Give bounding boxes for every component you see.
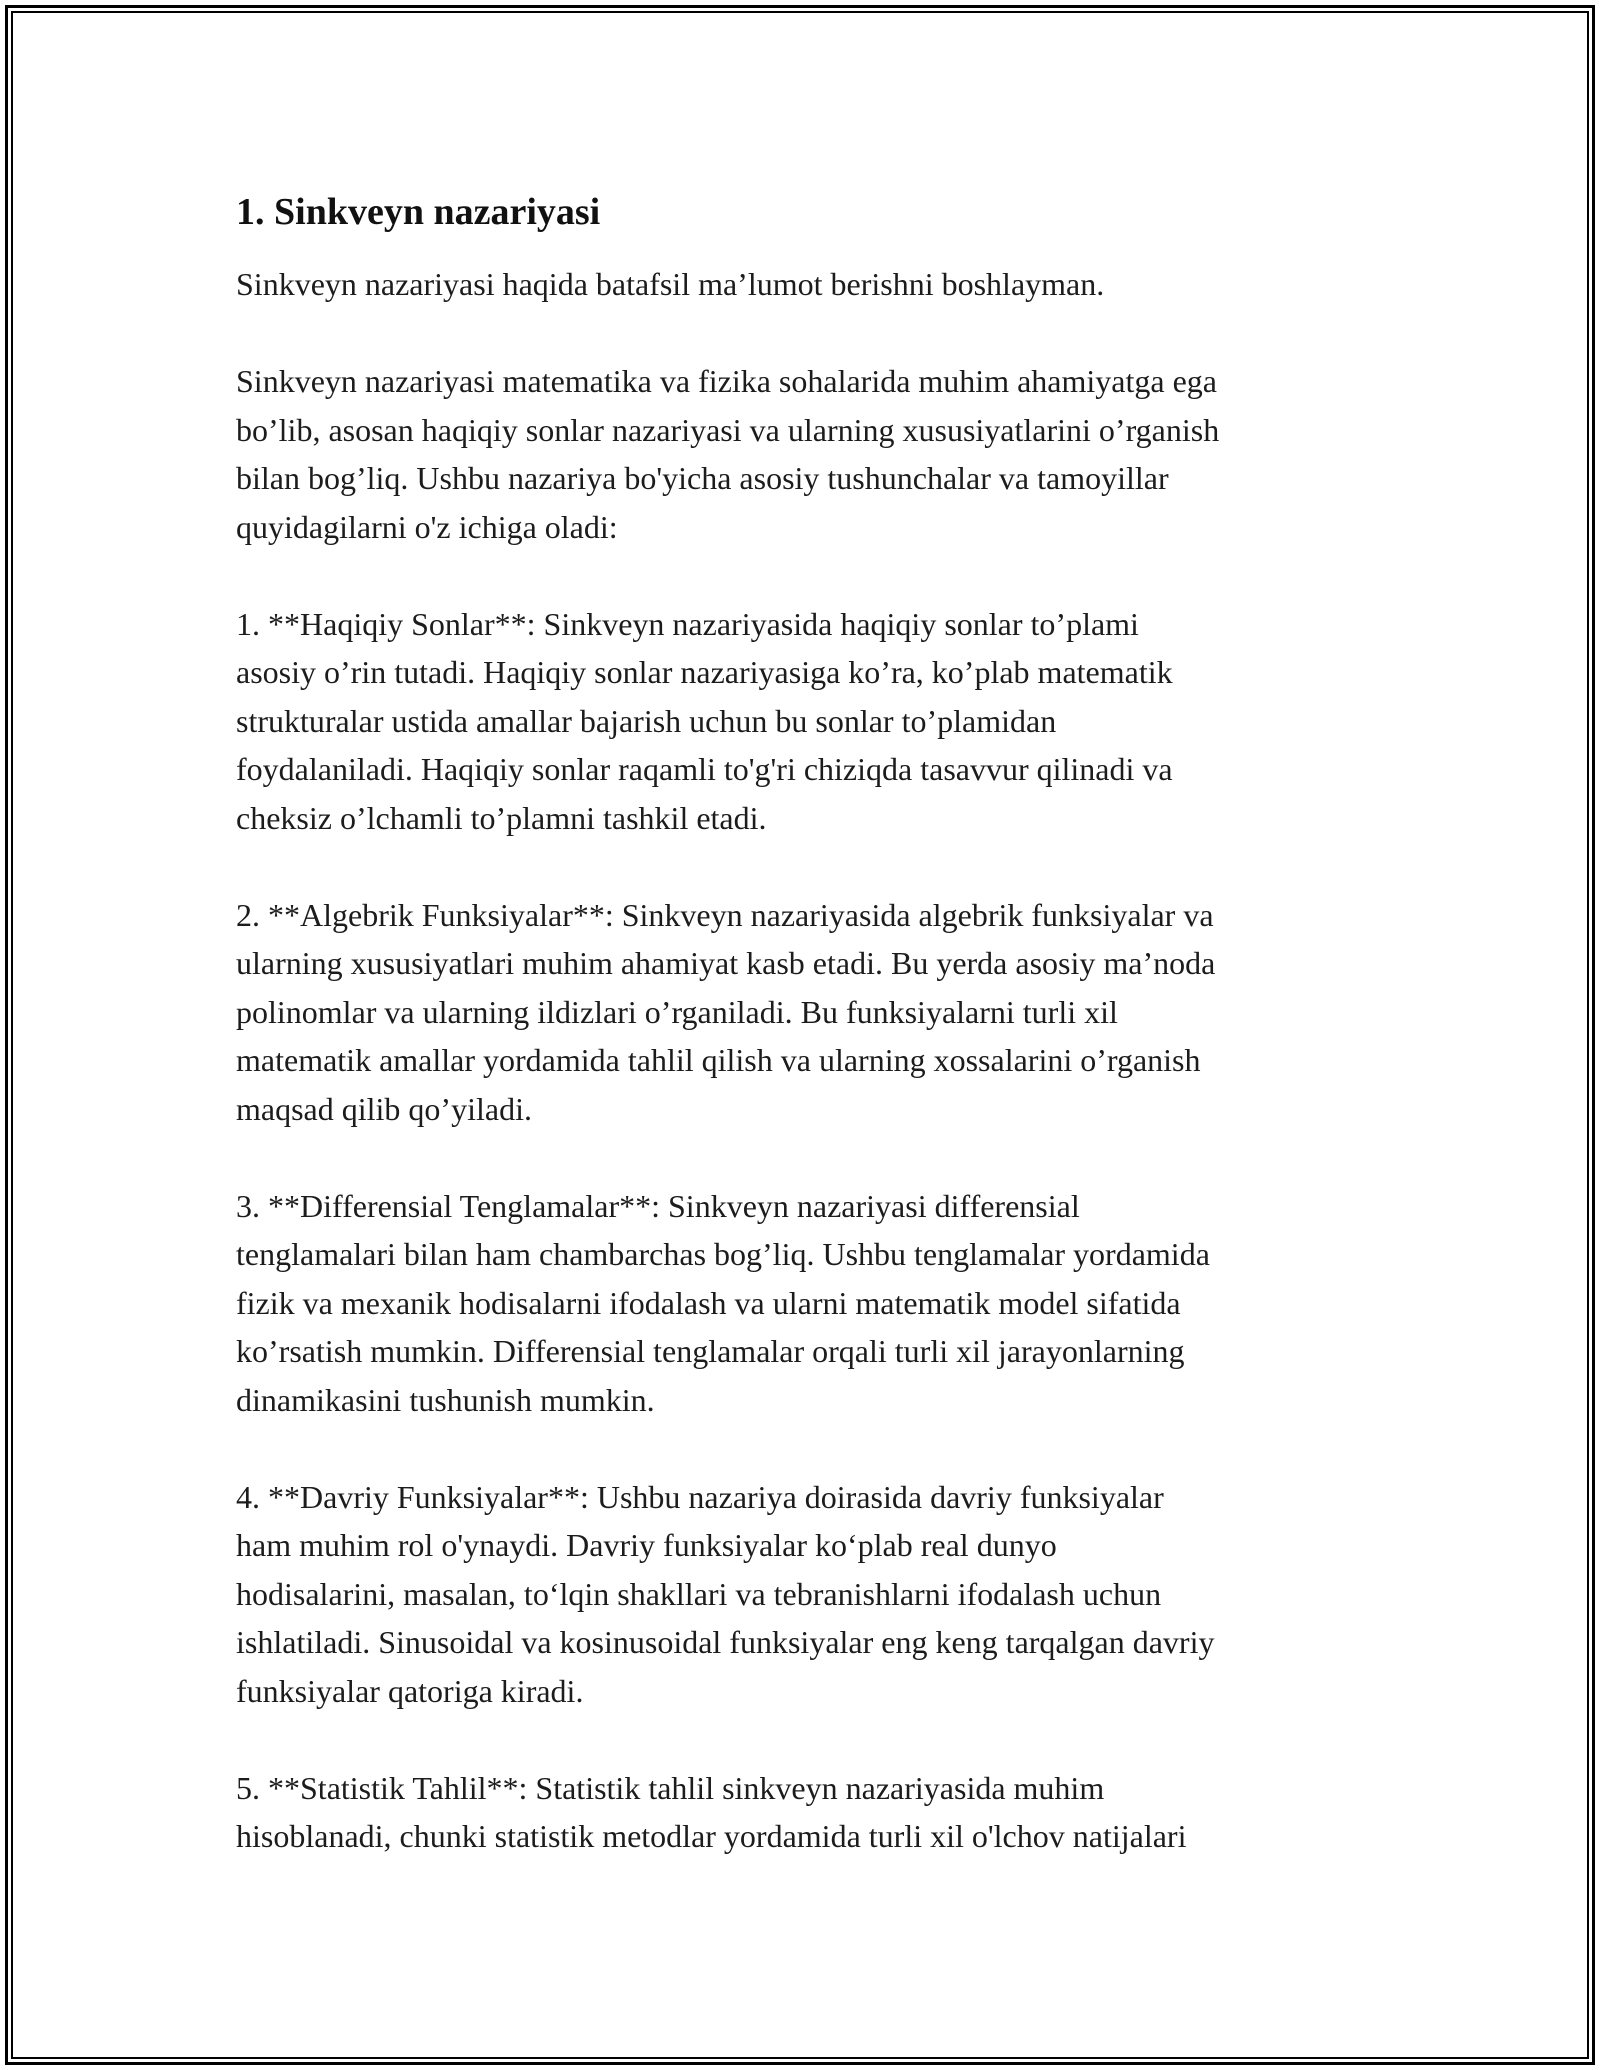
list-item-algebraic-functions (236, 891, 1376, 1134)
text-line: 3. **Differensial Tenglamalar**: Sinkveyn nazariyasi differensial (236, 1187, 1080, 1224)
text-line: Sinkveyn nazariyasi haqida batafsil ma’lumot berishni boshlayman. (236, 266, 1105, 302)
text-line: ishlatiladi. Sinusoidal va kosinusoidal funksiyalar eng keng tarqalgan davriy (236, 1624, 1215, 1660)
text-line: Sinkveyn nazariyasi matematika va fizika sohalarida muhim ahamiyatga ega (236, 363, 1217, 399)
text-line: cheksiz o’lchamli to’plamni tashkil etadi. (236, 799, 767, 836)
text-line: bilan bog’liq. Ushbu nazariya bo'yicha asosiy tushunchalar va tamoyillar (236, 460, 1169, 496)
text-line: dinamikasini tushunish mumkin. (236, 1381, 655, 1418)
text-line: quyidagilarni o'z ichiga oladi: (236, 508, 618, 545)
text-line: bo’lib, asosan haqiqiy sonlar nazariyasi va ularning xususiyatlarini o’rganish (236, 411, 1220, 448)
list-item-statistical-analysis (236, 1764, 1376, 1861)
text-line: tenglamalari bilan ham chambarchas bog’liq. Ushbu tenglamalar yordamida (236, 1236, 1210, 1272)
text-line: funksiyalar qatoriga kiradi. (236, 1672, 584, 1709)
text-line: ularning xususiyatlari muhim ahamiyat kasb etadi. Bu yerda asosiy ma’noda (236, 945, 1216, 981)
text-line: strukturalar ustida amallar bajarish uchun bu sonlar to’plamidan (236, 702, 1057, 739)
paragraph-intro (236, 260, 1376, 309)
list-item-periodic-functions (236, 1473, 1376, 1716)
list-item-real-numbers (236, 600, 1376, 843)
text-line: 4. **Davriy Funksiyalar**: Ushbu nazariya doirasida davriy funksiyalar (236, 1478, 1164, 1515)
text-line: ham muhim rol o'ynaydi. Davriy funksiyalar ko‘plab real dunyo (236, 1527, 1057, 1563)
paragraph-overview (236, 357, 1376, 551)
section-heading: 1. Sinkveyn nazariyasi (236, 191, 601, 233)
text-line: foydalaniladi. Haqiqiy sonlar raqamli to'g'ri chiziqda tasavvur qilinadi va (236, 751, 1173, 787)
document-body (236, 186, 1376, 1909)
text-line: polinomlar va ularning ildizlari o’rganiladi. Bu funksiyalarni turli xil (236, 993, 1118, 1030)
text-line: maqsad qilib qo’yiladi. (236, 1090, 532, 1127)
text-line: hisoblanadi, chunki statistik metodlar yordamida turli xil o'lchov natijalari (236, 1818, 1187, 1854)
text-line: asosiy o’rin tutadi. Haqiqiy sonlar nazariyasiga ko’ra, ko’plab matematik (236, 654, 1173, 690)
text-line: 2. **Algebrik Funksiyalar**: Sinkveyn nazariyasida algebrik funksiyalar va (236, 896, 1214, 933)
text-line: hodisalarini, masalan, to‘lqin shakllari va tebranishlarni ifodalash uchun (236, 1575, 1162, 1612)
text-line: ko’rsatish mumkin. Differensial tenglamalar orqali turli xil jarayonlarning (236, 1333, 1185, 1369)
text-line: fizik va mexanik hodisalarni ifodalash va ularni matematik model sifatida (236, 1284, 1181, 1321)
text-line: 5. **Statistik Tahlil**: Statistik tahlil sinkveyn nazariyasida muhim (236, 1769, 1105, 1806)
text-line: matematik amallar yordamida tahlil qilish va ularning xossalarini o’rganish (236, 1042, 1201, 1078)
text-line: 1. **Haqiqiy Sonlar**: Sinkveyn nazariyasida haqiqiy sonlar to’plami (236, 605, 1139, 642)
list-item-differential-equations (236, 1182, 1376, 1425)
